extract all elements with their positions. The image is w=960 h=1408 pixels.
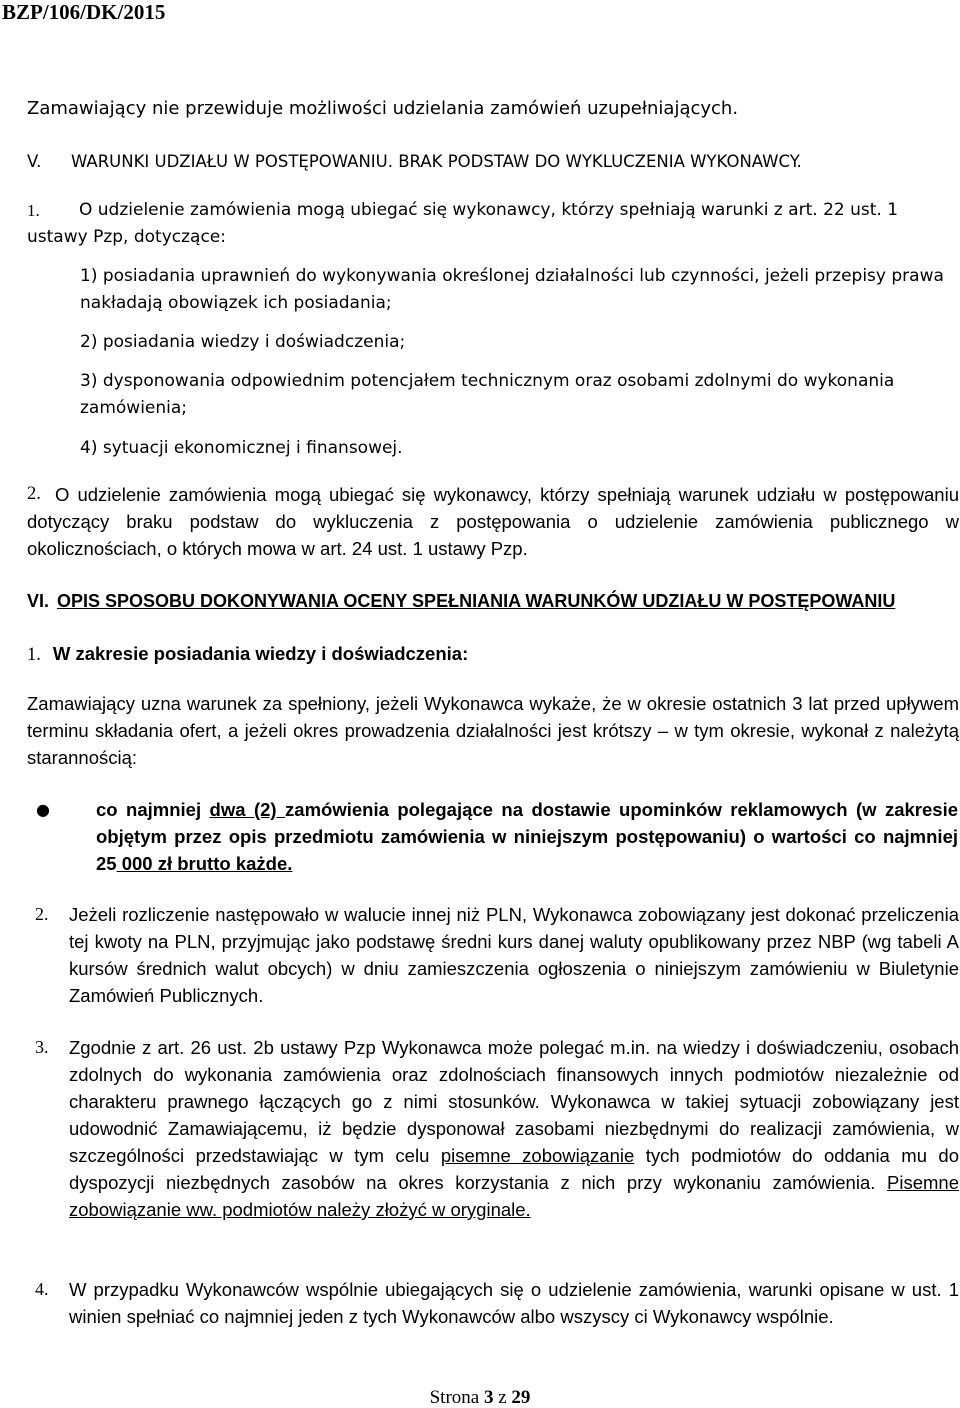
page-separator: z (498, 1387, 507, 1408)
condition-item: 3) dysponowania odpowiednim potencjałem technicznym oraz osobami zdolnymi do wykonania zamówienia; (80, 371, 895, 418)
section-number: V. (27, 152, 42, 171)
section-title: WARUNKI UDZIAŁU W POSTĘPOWANIU. BRAK PODSTAW DO WYKLUCZENIA WYKONAWCY. (71, 152, 802, 171)
requirement-paragraph: Zamawiający uzna warunek za spełniony, jeżeli Wykonawca wykaże, że w okresie ostatnich 3 lat przed upływem terminu składania ofert, a jeżeli okres prowadzenia działalności jest krótszy – w tym okresie, wykonał z należytą starannością: (27, 693, 959, 768)
section-vi-heading (27, 588, 895, 615)
text-run: Zgodnie z art. 26 ust. 2b ustawy Pzp Wykonawca może polegać m.in. na wiedzy i doświadczeniu, osobach zdolnych do wykonania zamówienia oraz zdolnościach finansowych innych podmiotów niezależnie od charakteru prawnego łączących go z nimi stosunków. Wykonawca w takiej sytuacji zobowiązany jest udowodnić Zamawiającemu, iż będzie dysponował zasobami niezbędnymi do realizacji zamówienia, w szczególności przedstawiając w tym celu (69, 1037, 959, 1166)
intro-sentence: Zamawiający nie przewiduje możliwości udzielania zamówień uzupełniających. (27, 98, 739, 119)
bullet-icon: ● (36, 800, 50, 819)
page-total: 29 (511, 1387, 531, 1408)
condition-item: 1) posiadania uprawnień do wykonywania określonej działalności lub czynności, jeżeli przepisy prawa nakładają obowiązek ich posiadania; (80, 266, 944, 313)
bullet-text: zamówienia polegające na dostawie upominków reklamowych (w zakresie objętym przez opis przedmiotu zamówienia w niniejszym postępowaniu) o wartości co najmniej 25 (96, 799, 958, 874)
document-reference: BZP/106/DK/2015 (2, 0, 166, 24)
paragraph-number: 3. (35, 1037, 49, 1057)
page-number: 3 (483, 1387, 494, 1408)
section-v-heading (27, 148, 802, 175)
subsection-1-heading (27, 640, 468, 669)
paragraph-number: 1. (27, 201, 40, 220)
section-vi-paragraph-3 (27, 1034, 959, 1223)
subsection-number: 1. (27, 645, 41, 665)
section-title: OPIS SPOSOBU DOKONYWANIA OCENY SPEŁNIANIA WARUNKÓW UDZIAŁU W POSTĘPOWANIU (57, 591, 896, 611)
section-vi-paragraph-4 (27, 1276, 959, 1330)
page-footer (0, 1388, 960, 1408)
paragraph-number: 2. (35, 904, 49, 924)
requirement-bullet (96, 796, 958, 877)
condition-item: 4) sytuacji ekonomicznej i finansowej. (80, 438, 403, 458)
paragraph-text: O udzielenie zamówienia mogą ubiegać się wykonawcy, którzy spełniają warunek udziału w postępowaniu dotyczący braku podstaw do wykluczenia z postępowania o udzielenie zamówienia publicznego w okolicznościach, o których mowa w art. 24 ust. 1 ustawy Pzp. (27, 484, 959, 559)
section-vi-paragraph-2 (27, 901, 959, 1009)
text-run-underlined: pisemne zobowiązanie (440, 1145, 635, 1166)
text-run: tych podmiotów do oddania mu do dyspozycji niezbędnych zasobów na okres korzystania z nich przy wykonaniu zamówienia. (69, 1145, 959, 1193)
section-v-paragraph-2 (27, 481, 959, 562)
section-v-paragraph-1 (27, 197, 959, 251)
section-number: VI. (27, 591, 50, 611)
subsection-title: W zakresie posiadania wiedzy i doświadczenia: (52, 643, 469, 664)
bullet-text: co najmniej (96, 799, 210, 820)
paragraph-text (69, 1034, 959, 1223)
page-label: Strona (429, 1387, 480, 1408)
condition-item: 2) posiadania wiedzy i doświadczenia; (80, 332, 406, 352)
paragraph-text: Jeżeli rozliczenie następowało w walucie innej niż PLN, Wykonawca zobowiązany jest dokonać przeliczenia tej kwoty na PLN, przyjmując jako podstawę średni kurs danej waluty opublikowany przez NBP (wg tabeli A kursów średnich walut obcych) w dniu zamieszczenia ogłoszenia o niniejszym zamówieniu w Biuletynie Zamówień Publicznych. (69, 904, 959, 1006)
paragraph-text: O udzielenie zamówienia mogą ubiegać się wykonawcy, którzy spełniają warunki z art. 22 ust. 1 ustawy Pzp, dotyczące: (27, 200, 899, 247)
bullet-text-underlined: 000 zł brutto każde. (116, 853, 293, 874)
bullet-text-underlined: dwa (2) (209, 799, 286, 820)
paragraph-text: W przypadku Wykonawców wspólnie ubiegających się o udzielenie zamówienia, warunki opisane w ust. 1 winien spełniać co najmniej jeden z tych Wykonawców albo wszyscy ci Wykonawcy wspólnie. (69, 1279, 959, 1327)
text-run-underlined: Pisemne zobowiązanie ww. podmiotów należy złożyć w oryginale. (69, 1172, 959, 1220)
paragraph-number: 2. (27, 484, 41, 504)
paragraph-number: 4. (35, 1279, 49, 1299)
